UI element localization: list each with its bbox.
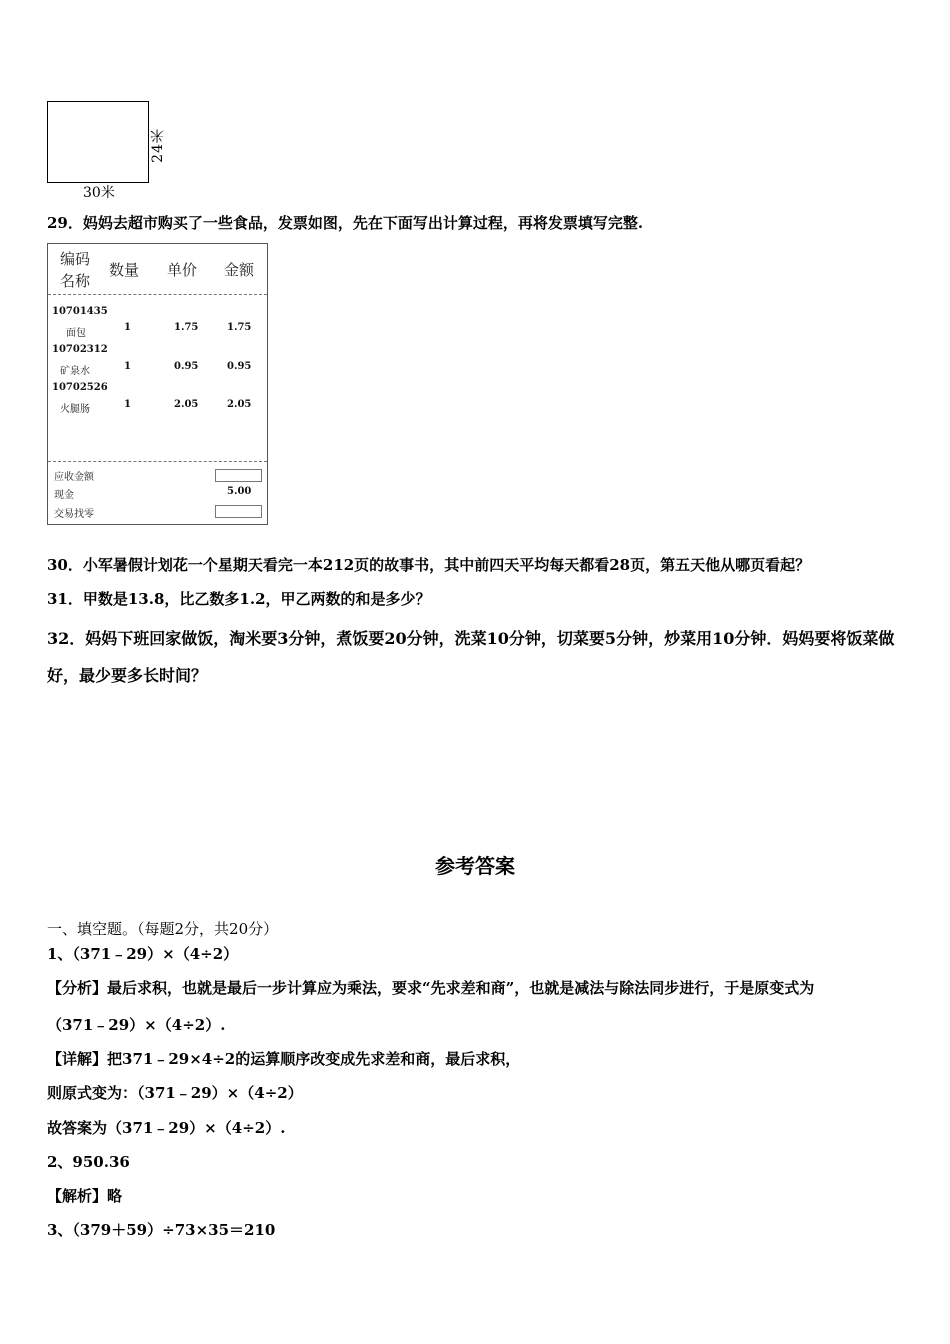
receipt-item-amount: 0.95 [227, 361, 252, 372]
answers-section-heading: 一、填空题。（每题2分，共20分） [47, 920, 279, 938]
receipt-header-name: 名称 [60, 272, 91, 290]
rectangle-side-label: 24米 [150, 128, 166, 163]
receipt-item-name: 火腿肠 [60, 404, 90, 415]
receipt [47, 243, 268, 525]
receipt-item-qty: 1 [124, 399, 131, 410]
analysis-text: 最后求积，也就是最后一步计算应为乘法，要求“先求差和商”，也就是减法与除法同步进行，于是原变式为 [107, 979, 815, 997]
question-31: 31．甲数是13.8，比乙数多1.2，甲乙两数的和是多少？ [47, 590, 431, 608]
receipt-item-amount: 2.05 [227, 399, 252, 410]
receipt-item-name: 面包 [66, 328, 86, 339]
receipt-header-code: 编码 [60, 250, 91, 268]
rectangle-figure [47, 101, 149, 183]
answer-2-analysis [47, 1185, 122, 1206]
receipt-change-label: 交易找零 [54, 509, 94, 520]
rectangle-bottom-label: 30米 [83, 185, 115, 201]
detail-text: 把371﹣29×4÷2的运算顺序改变成先求差和商，最后求积， [107, 1050, 521, 1068]
answer-1-detail-3: 故答案为（371﹣29）×（4÷2）. [47, 1119, 286, 1137]
analysis-tag: 【分析】 [47, 979, 108, 997]
analysis-text: 略 [107, 1187, 123, 1205]
receipt-item-name: 矿泉水 [60, 366, 90, 377]
answer-1: 1、（371﹣29）×（4÷2） [47, 945, 239, 963]
question-32: 32．妈妈下班回家做饭，淘米要3分钟，煮饭要20分钟，洗菜10分钟，切菜要5分钟，炒菜用10分钟．妈妈要将饭菜做好，最少要多长时间？ [47, 629, 895, 685]
answer-2: 2、950.36 [47, 1153, 130, 1171]
receipt-item-qty: 1 [124, 361, 131, 372]
detail-tag: 【详解】 [47, 1050, 108, 1068]
receipt-item-code: 10702526 [52, 382, 108, 393]
receipt-cash-value: 5.00 [227, 486, 252, 497]
receipt-item-code: 10702312 [52, 344, 108, 355]
receipt-header-amount: 金额 [224, 261, 255, 279]
answer-3: 3、（379＋59）÷73×35＝210 [47, 1221, 276, 1239]
answers-title: 参考答案 [435, 854, 515, 878]
answer-1-detail [47, 1048, 520, 1069]
question-29: 29．妈妈去超市购买了一些食品，发票如图，先在下面写出计算过程，再将发票填写完整. [47, 214, 644, 232]
receipt-divider [48, 461, 267, 462]
receipt-header-qty: 数量 [109, 261, 140, 279]
receipt-divider [48, 294, 267, 295]
answer-1-detail-2: 则原式变为：（371﹣29）×（4÷2） [47, 1084, 303, 1102]
receipt-item-qty: 1 [124, 322, 131, 333]
receipt-cash-label: 现金 [54, 490, 74, 501]
question-30: 30．小军暑假计划花一个星期天看完一本212页的故事书，其中前四天平均每天都看28页，第五天他从哪页看起？ [47, 556, 811, 574]
receipt-due-box[interactable] [215, 469, 262, 482]
answer-1-analysis [47, 977, 814, 998]
receipt-item-amount: 1.75 [227, 322, 252, 333]
receipt-item-price: 0.95 [174, 361, 199, 372]
answer-1-analysis-cont: （371﹣29）×（4÷2）. [47, 1016, 226, 1034]
analysis-tag: 【解析】 [47, 1187, 108, 1205]
receipt-item-price: 1.75 [174, 322, 199, 333]
receipt-item-code: 10701435 [52, 306, 108, 317]
receipt-item-price: 2.05 [174, 399, 199, 410]
receipt-header-price: 单价 [167, 261, 198, 279]
receipt-change-box[interactable] [215, 505, 262, 518]
receipt-due-label: 应收金额 [54, 472, 94, 483]
